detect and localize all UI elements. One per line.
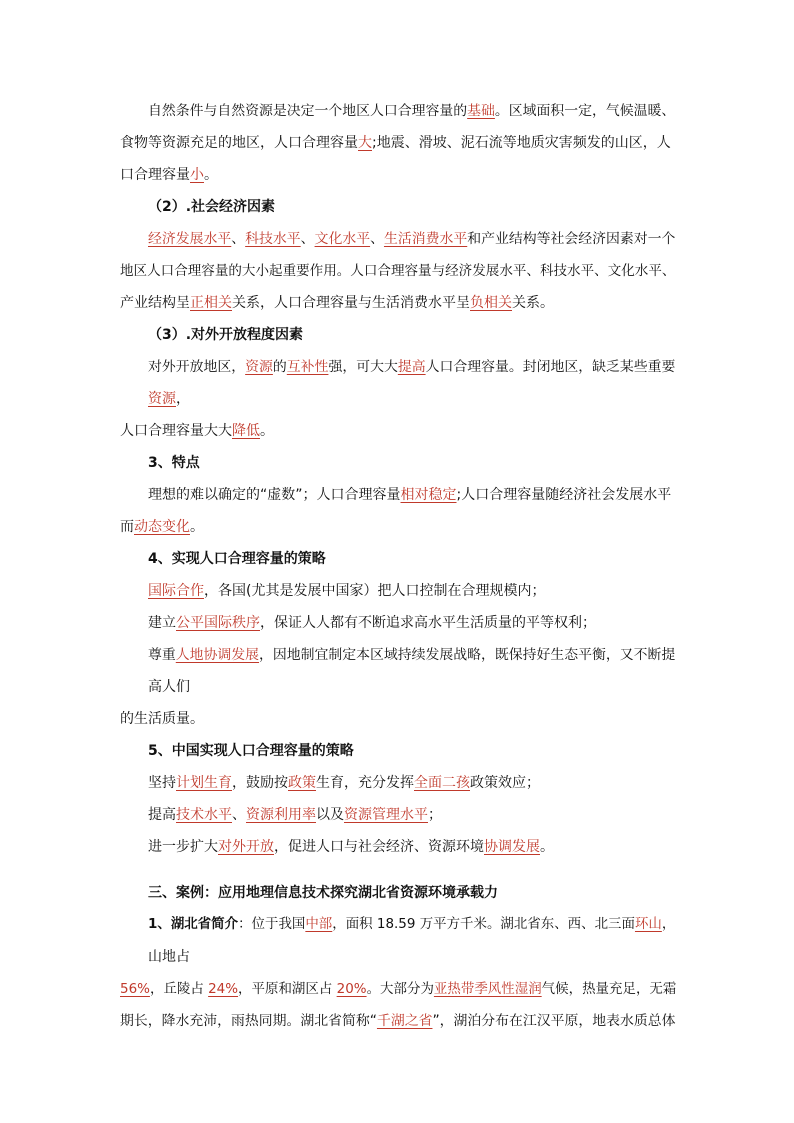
text-run: 产业结构呈 xyxy=(120,295,190,311)
text-run: ，面积 18.59 万平方千米。湖北省东、西、北三面 xyxy=(332,917,635,932)
text-run: 、 xyxy=(232,807,246,823)
text-run: 和产业结构等社会经济因素对一个 xyxy=(467,231,676,247)
text-run: 食物等资源充足的地区，人口合理容量 xyxy=(120,135,358,151)
text-run: 。 xyxy=(190,519,204,535)
underlined-term: 生活消费水平 xyxy=(383,231,468,247)
text-run: 4、实现人口合理容量的策略 xyxy=(148,551,326,567)
text-run: ， xyxy=(661,917,676,932)
text-run: 。区域面积一定，气候温暖、 xyxy=(494,103,676,119)
paragraph-line xyxy=(148,645,675,665)
text-run: 坚持 xyxy=(148,775,176,791)
paragraph-line xyxy=(120,979,676,999)
text-run: 建立 xyxy=(148,615,176,631)
text-run: ，各国(尤其是发展中国家）把人口控制在合理规模内； xyxy=(204,583,546,599)
text-run: 3、特点 xyxy=(148,455,200,471)
paragraph-line xyxy=(148,229,675,249)
text-run: ； xyxy=(428,807,442,823)
text-run: 尊重 xyxy=(148,647,176,663)
underlined-term: 相对稳定 xyxy=(400,487,457,503)
section-heading xyxy=(148,453,200,473)
text-run: 期长，降水充沛，雨热同期。湖北省简称“ xyxy=(120,1013,377,1029)
text-run: 1、湖北省简介 xyxy=(148,917,239,932)
underlined-term: 中部 xyxy=(305,917,333,932)
underlined-term: 基础 xyxy=(467,103,495,119)
section-heading xyxy=(148,549,326,569)
underlined-term: 20% xyxy=(336,981,367,997)
underlined-term: 协调发展 xyxy=(484,839,540,855)
text-run: 人口合理容量。封闭地区，缺乏某些重要 xyxy=(425,359,676,375)
paragraph-line xyxy=(148,837,554,857)
text-run: 生育，充分发挥 xyxy=(316,775,414,791)
underlined-term: 全面二孩 xyxy=(414,775,470,791)
paragraph-line xyxy=(120,261,675,281)
underlined-term: 经济发展水平 xyxy=(148,231,232,247)
text-run: 地区人口合理容量的大小起重要作用。人口合理容量与经济发展水平、科技水平、文化水平、 xyxy=(120,263,676,279)
underlined-term: 资源 xyxy=(148,391,176,407)
text-run: ”，湖泊分布在江汉平原，地表水质总体 xyxy=(432,1013,676,1029)
text-run: 。大部分为 xyxy=(366,981,434,997)
text-run: ：位于我国 xyxy=(238,917,306,932)
text-run: ， xyxy=(176,391,190,407)
text-run: ，保证人人都有不断追求高水平生活质量的平等权利； xyxy=(260,615,596,631)
text-run: 理想的难以确定的“虚数”；人口合理容量 xyxy=(148,487,401,503)
text-run: 。 xyxy=(204,167,218,183)
underlined-term: 资源利用率 xyxy=(246,807,316,823)
underlined-term: 24% xyxy=(208,981,239,997)
paragraph-line xyxy=(120,1011,676,1031)
text-run: 而 xyxy=(120,519,134,535)
text-run: 对外开放地区， xyxy=(148,359,246,375)
paragraph-line xyxy=(148,389,190,409)
paragraph-line xyxy=(120,709,204,729)
text-run: 政策效应； xyxy=(470,775,540,791)
text-run: 、 xyxy=(370,231,384,247)
underlined-term: 资源管理水平 xyxy=(344,807,428,823)
paragraph-line xyxy=(148,677,190,697)
underlined-term: 动态变化 xyxy=(134,519,190,535)
underlined-term: 资源 xyxy=(245,359,273,375)
paragraph-line xyxy=(148,805,442,825)
paragraph-line xyxy=(148,357,675,377)
underlined-term: 科技水平 xyxy=(245,231,301,247)
section-heading xyxy=(148,197,275,217)
text-run: 。 xyxy=(540,839,554,855)
underlined-term: 公平国际秩序 xyxy=(176,615,260,631)
paragraph-line xyxy=(120,293,554,313)
text-run: 的生活质量。 xyxy=(120,711,204,727)
text-run: 关系。 xyxy=(512,295,554,311)
text-run: ;地震、滑坡、泥石流等地质灾害频发的山区，人 xyxy=(372,135,671,151)
text-run: ，平原和湖区占 xyxy=(238,981,337,997)
text-run: 以及 xyxy=(316,807,344,823)
underlined-term: 技术水平 xyxy=(176,807,232,823)
underlined-term: 小 xyxy=(190,167,204,183)
text-run: 关系，人口合理容量与生活消费水平呈 xyxy=(232,295,470,311)
underlined-term: 人地协调发展 xyxy=(175,647,260,663)
paragraph-line xyxy=(148,581,545,601)
text-run: 自然条件与自然资源是决定一个地区人口合理容量的 xyxy=(148,103,468,119)
text-run: 进一步扩大 xyxy=(148,839,218,855)
text-run: 5、中国实现人口合理容量的策略 xyxy=(148,743,354,759)
underlined-term: 56% xyxy=(120,981,150,997)
underlined-term: 亚热带季风性湿润 xyxy=(433,981,542,997)
underlined-term: 计划生育 xyxy=(176,775,232,791)
text-run: 高人们 xyxy=(148,679,190,695)
underlined-term: 环山 xyxy=(634,917,662,932)
underlined-term: 大 xyxy=(358,135,372,151)
underlined-term: 负相关 xyxy=(470,295,512,311)
text-run: 的 xyxy=(272,359,287,375)
paragraph-line xyxy=(120,421,274,441)
paragraph-line xyxy=(148,613,596,633)
underlined-term: 政策 xyxy=(288,775,316,791)
section-heading xyxy=(148,741,354,761)
underlined-term: 正相关 xyxy=(190,295,232,311)
text-run: 山地占 xyxy=(148,949,190,965)
text-run: 口合理容量 xyxy=(120,167,190,183)
text-run: 气候，热量充足，无霜 xyxy=(541,981,677,997)
text-run: 三、案例：应用地理信息技术探究湖北省资源环境承载力 xyxy=(148,885,498,901)
text-run: ，丘陵占 xyxy=(149,981,209,997)
paragraph-line xyxy=(148,101,675,121)
paragraph-line xyxy=(148,773,540,793)
section-heading xyxy=(148,325,303,345)
text-run: 人口合理容量大大 xyxy=(120,423,232,439)
text-run: 提高 xyxy=(148,807,176,823)
text-run: ，促进人口与社会经济、资源环境 xyxy=(274,839,484,855)
paragraph-line xyxy=(148,485,671,505)
text-run: 强，可大大 xyxy=(328,359,398,375)
underlined-term: 千湖之省 xyxy=(376,1013,433,1029)
underlined-term: 文化水平 xyxy=(314,231,371,247)
underlined-term: 对外开放 xyxy=(218,839,274,855)
paragraph-line xyxy=(148,947,190,967)
paragraph-line xyxy=(120,133,671,153)
underlined-term: 提高 xyxy=(397,359,426,375)
text-run: 。 xyxy=(260,423,274,439)
text-run: 、 xyxy=(300,231,315,247)
text-run: ，因地制宜制定本区域持续发展战略，既保持好生态平衡，又不断提 xyxy=(259,647,676,663)
section-heading xyxy=(148,883,498,903)
text-run: ;人口合理容量随经济社会发展水平 xyxy=(456,487,672,503)
underlined-term: 国际合作 xyxy=(148,583,204,599)
text-run: （2）.社会经济因素 xyxy=(148,199,276,215)
paragraph-line xyxy=(120,517,204,537)
underlined-term: 降低 xyxy=(232,423,260,439)
underlined-term: 互补性 xyxy=(286,359,329,375)
paragraph-line xyxy=(148,915,675,935)
paragraph-line xyxy=(120,165,218,185)
text-run: ，鼓励按 xyxy=(232,775,288,791)
text-run: 、 xyxy=(231,231,246,247)
text-run: （3）.对外开放程度因素 xyxy=(148,327,304,343)
